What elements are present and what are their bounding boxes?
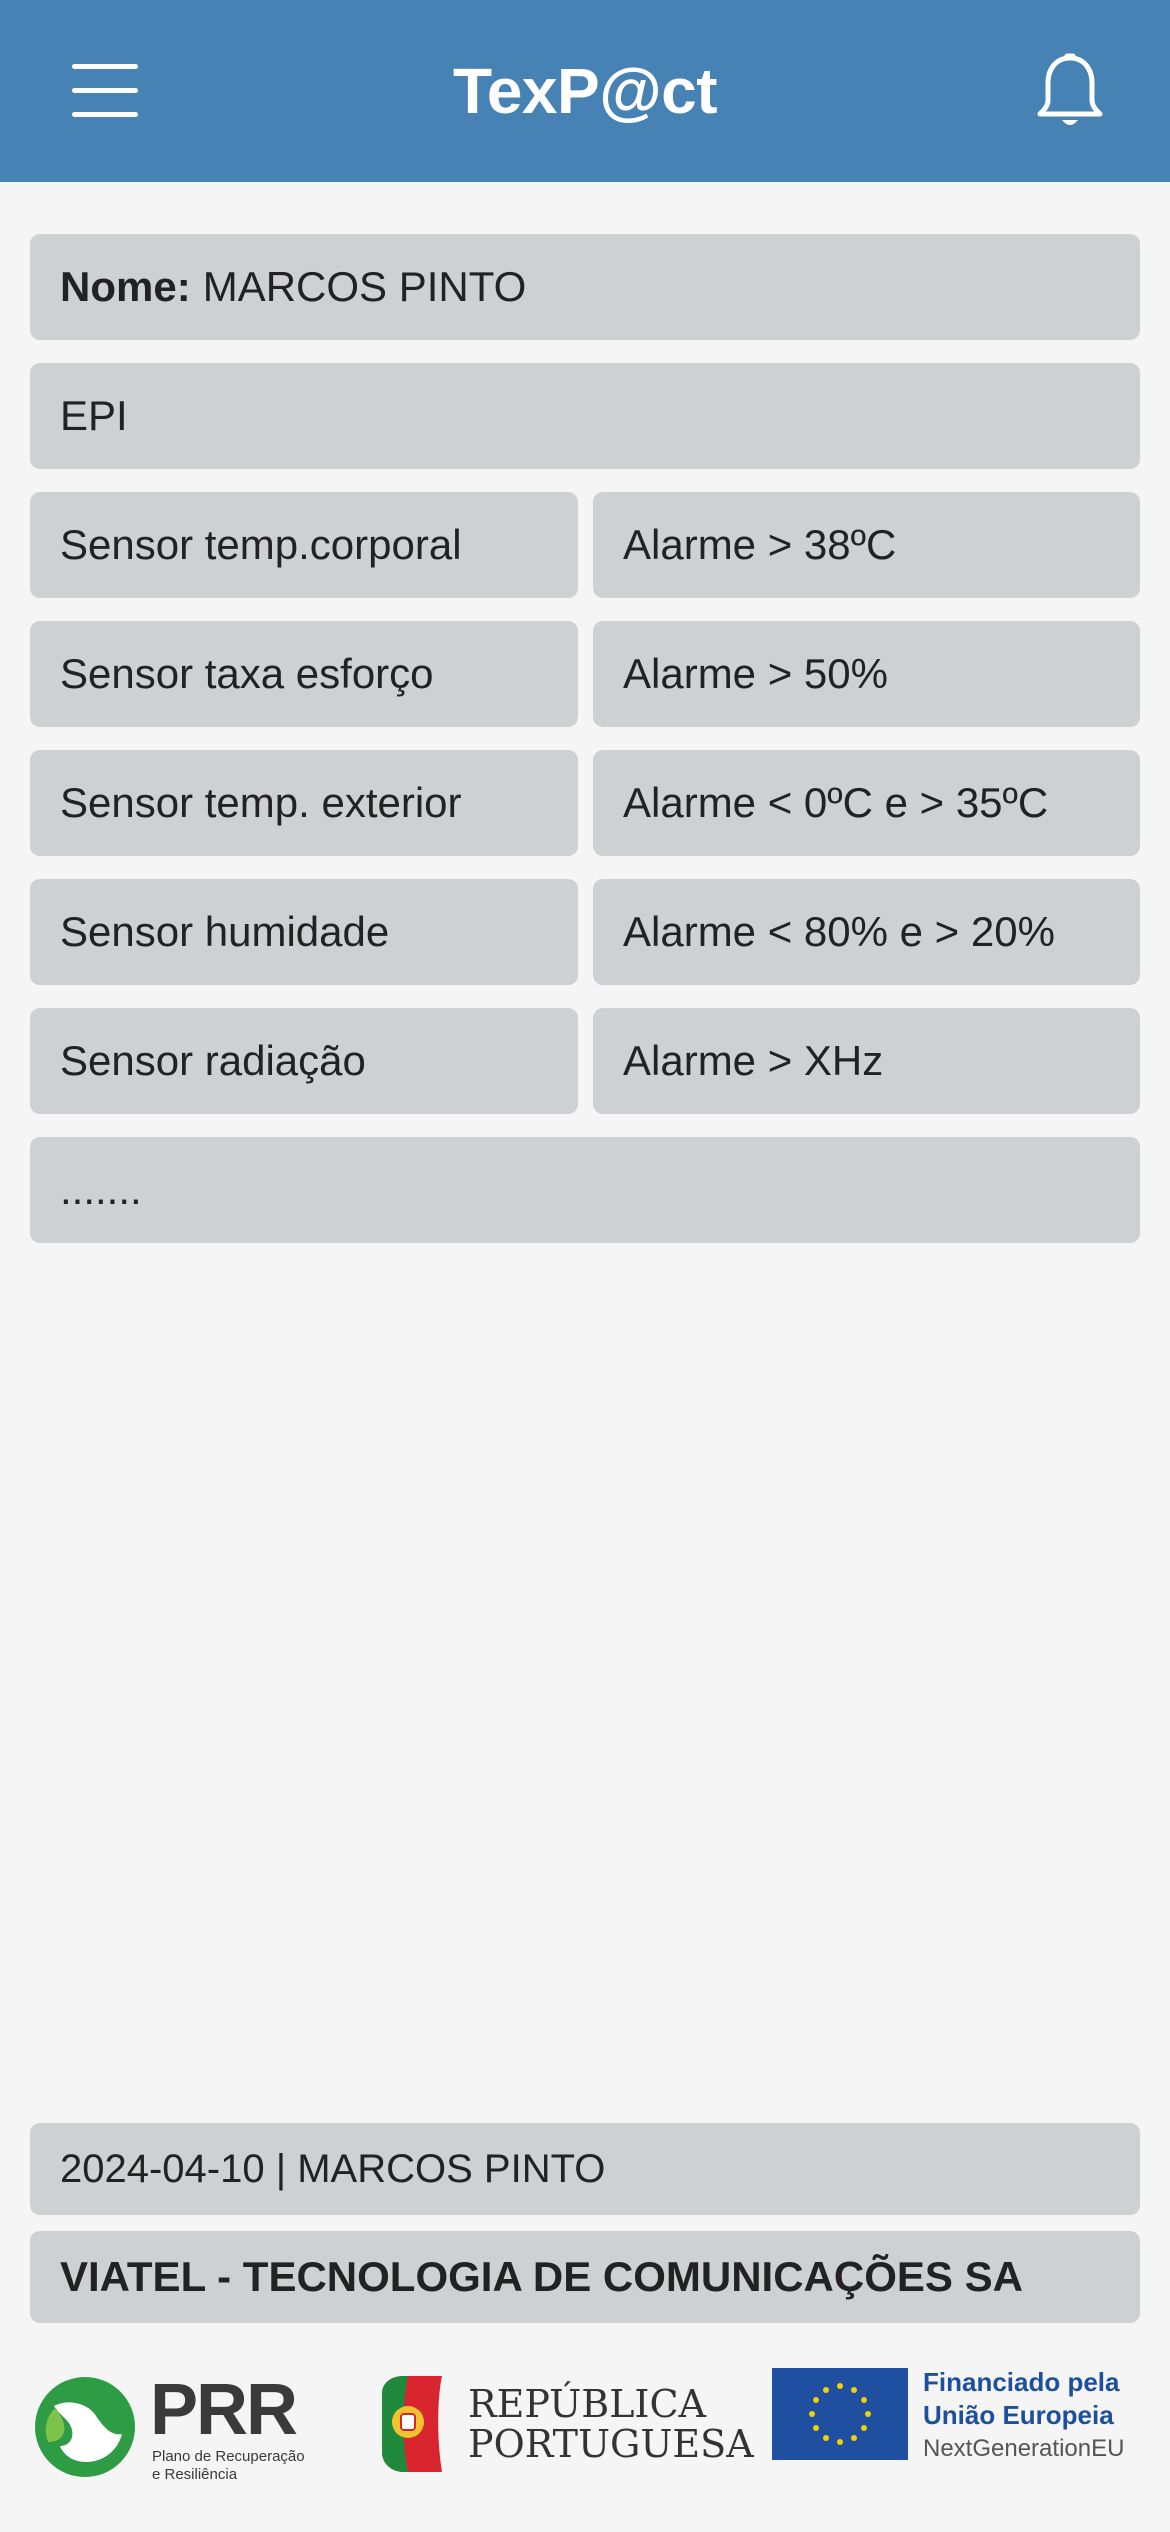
name-label: Nome:	[60, 263, 191, 310]
app-header	[0, 0, 1170, 182]
eu-program-text: NextGenerationEU	[923, 2435, 1125, 2462]
bell-icon[interactable]	[1034, 52, 1106, 132]
prr-logo-text: PRR	[150, 2370, 297, 2450]
sensor-alarm[interactable]: Alarme > 38ºC	[593, 492, 1140, 598]
sensor-name[interactable]: Sensor radiação	[30, 1008, 578, 1114]
sensor-alarm[interactable]: Alarme > XHz	[593, 1008, 1140, 1114]
prr-logo-icon	[34, 2376, 136, 2478]
sensor-name[interactable]: Sensor humidade	[30, 879, 578, 985]
republica-portuguesa-text: REPÚBLICA PORTUGUESA	[468, 2382, 754, 2466]
prr-logo-subtitle: Plano de Recuperação e Resiliência	[152, 2448, 305, 2483]
app-title: TexP@ct	[452, 55, 718, 127]
more-sensors-placeholder[interactable]: .......	[30, 1137, 1140, 1243]
sensor-name[interactable]: Sensor taxa esforço	[30, 621, 578, 727]
sensor-name[interactable]: Sensor temp. exterior	[30, 750, 578, 856]
eu-funding-text: Financiado pela União Europeia	[923, 2367, 1120, 2430]
sensor-alarm[interactable]: Alarme < 80% e > 20%	[593, 879, 1140, 985]
eu-flag-icon	[772, 2368, 908, 2460]
name-value: MARCOS PINTO	[202, 263, 527, 310]
republica-portuguesa-emblem-icon	[378, 2374, 446, 2474]
date-user-footer: 2024-04-10 | MARCOS PINTO	[30, 2123, 1140, 2215]
user-name-card	[30, 234, 1140, 340]
epi-section-header[interactable]: EPI	[30, 363, 1140, 469]
sensor-alarm[interactable]: Alarme < 0ºC e > 35ºC	[593, 750, 1140, 856]
sensor-name[interactable]: Sensor temp.corporal	[30, 492, 578, 598]
funding-logos	[0, 2360, 1170, 2490]
sensor-alarm[interactable]: Alarme > 50%	[593, 621, 1140, 727]
company-footer: VIATEL - TECNOLOGIA DE COMUNICAÇÕES SA	[30, 2231, 1140, 2323]
